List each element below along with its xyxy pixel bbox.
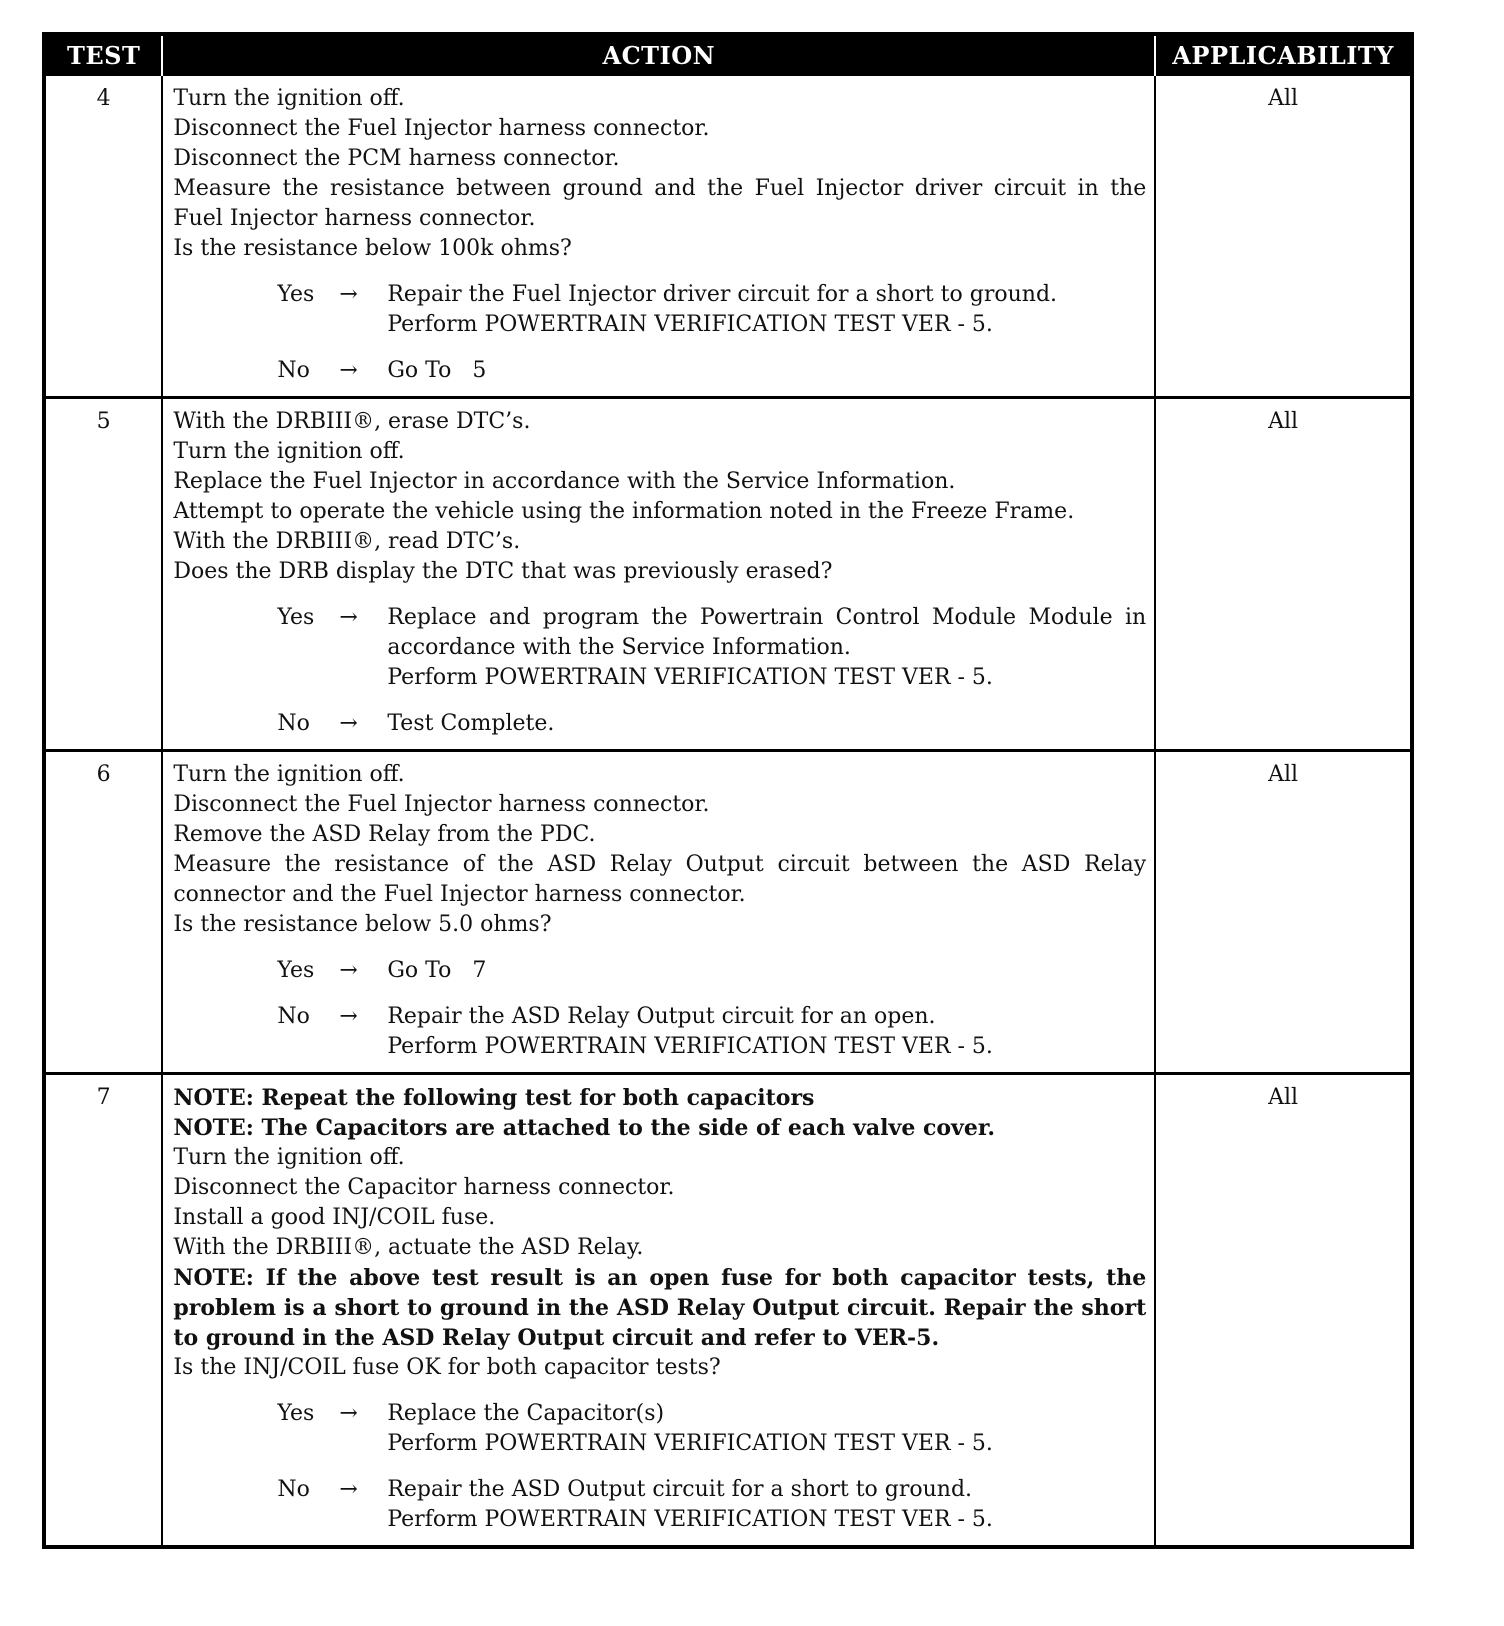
answer-label: No — [277, 711, 310, 736]
action-step: Turn the ignition off. — [173, 439, 405, 464]
action-step: Disconnect the PCM harness connector. — [173, 146, 620, 171]
answer-result-line: Replace the Capacitor(s) — [387, 1401, 665, 1426]
action-step: Is the resistance below 5.0 ohms? — [173, 912, 552, 937]
answer-yes — [277, 603, 1154, 693]
answer-no — [277, 1002, 1146, 1062]
answer-list — [277, 280, 1146, 386]
arrow-right-icon: → — [339, 1004, 358, 1029]
answer-yes — [277, 280, 1146, 340]
action-step: Disconnect the Fuel Injector harness connector. — [173, 116, 710, 141]
test-number: 7 — [44, 1074, 162, 1548]
action-step: Attempt to operate the vehicle using the information noted in the Freeze Frame. — [173, 499, 1075, 524]
action-step: Turn the ignition off. — [173, 86, 405, 111]
header-test: TEST — [44, 34, 162, 75]
action-step: Disconnect the Fuel Injector harness connector. — [173, 792, 710, 817]
answer-result-line: Repair the ASD Output circuit for a short to ground. — [387, 1477, 973, 1502]
answer-result-line: Repair the Fuel Injector driver circuit for a short to ground. — [387, 282, 1058, 307]
test-number: 6 — [44, 751, 162, 1074]
header-action: ACTION — [162, 34, 1155, 75]
action-step: Measure the resistance of the ASD Relay Output circuit between the ASD Relay connector and the Fuel Injector harness connector. — [173, 852, 1147, 907]
answer-result — [387, 603, 1154, 693]
diagnostic-table — [42, 32, 1414, 1549]
applicability-value: All — [1155, 75, 1412, 398]
answer-result-line: Perform POWERTRAIN VERIFICATION TEST VER - 5. — [387, 1034, 993, 1059]
answer-result-line: Repair the ASD Relay Output circuit for an open. — [387, 1004, 936, 1029]
answer-label: Yes — [277, 958, 315, 983]
action-step: Replace the Fuel Injector in accordance with the Service Information. — [173, 469, 956, 494]
action-cell — [162, 398, 1155, 751]
answer-result-line: Perform POWERTRAIN VERIFICATION TEST VER - 5. — [387, 665, 993, 690]
answer-list — [277, 1399, 1146, 1535]
answer-label: No — [277, 1004, 310, 1029]
answer-result — [387, 1399, 1146, 1459]
answer-label: Yes — [277, 605, 315, 630]
arrow-right-icon: → — [339, 605, 358, 630]
action-step: Is the resistance below 100k ohms? — [173, 236, 572, 261]
arrow-right-icon: → — [339, 282, 358, 307]
action-cell — [162, 751, 1155, 1074]
answer-result-line: Go To 5 — [387, 358, 487, 383]
action-step: Disconnect the Capacitor harness connector. — [173, 1175, 675, 1200]
header-applicability: APPLICABILITY — [1155, 34, 1412, 75]
action-step: Install a good INJ/COIL fuse. — [173, 1205, 496, 1230]
diagnostic-test-sheet — [42, 32, 1414, 1549]
action-step: With the DRBIII®, erase DTC’s. — [173, 409, 531, 434]
answer-no — [277, 709, 1146, 739]
answer-result-line: Test Complete. — [387, 711, 555, 736]
answer-yes — [277, 956, 1146, 986]
table-body — [44, 75, 1412, 1547]
answer-result-line: Perform POWERTRAIN VERIFICATION TEST VER - 5. — [387, 312, 993, 337]
action-step: With the DRBIII®, actuate the ASD Relay. — [173, 1235, 644, 1260]
answer-label: No — [277, 1477, 310, 1502]
answer-result-line: Replace and program the Powertrain Control Module Module in accordance with the Service Information. — [387, 605, 1154, 660]
answer-result — [387, 280, 1146, 340]
answer-result — [387, 356, 1146, 386]
action-step: Turn the ignition off. — [173, 762, 405, 787]
action-step: Remove the ASD Relay from the PDC. — [173, 822, 596, 847]
arrow-right-icon: → — [339, 711, 358, 736]
answer-label: Yes — [277, 282, 315, 307]
answer-no — [277, 356, 1146, 386]
arrow-right-icon: → — [339, 1477, 358, 1502]
test-number: 4 — [44, 75, 162, 398]
action-note: NOTE: The Capacitors are attached to the side of each valve cover. — [173, 1115, 996, 1141]
action-step: Does the DRB display the DTC that was previously erased? — [173, 559, 833, 584]
action-note: NOTE: If the above test result is an open fuse for both capacitor tests, the problem is a short to ground in the ASD Relay Output circuit. Repair the short to ground in the ASD Relay Output circuit and refer to VER-5. — [173, 1265, 1147, 1351]
answer-label: No — [277, 358, 310, 383]
table-row — [44, 751, 1412, 1074]
action-step: Is the INJ/COIL fuse OK for both capacitor tests? — [173, 1355, 721, 1380]
action-step: Turn the ignition off. — [173, 1145, 405, 1170]
applicability-value: All — [1155, 398, 1412, 751]
action-step: With the DRBIII®, read DTC’s. — [173, 529, 521, 554]
answer-no — [277, 1475, 1146, 1535]
answer-result — [387, 956, 1146, 986]
answer-result-line: Perform POWERTRAIN VERIFICATION TEST VER - 5. — [387, 1431, 993, 1456]
answer-result — [387, 709, 1146, 739]
applicability-value: All — [1155, 751, 1412, 1074]
arrow-right-icon: → — [339, 958, 358, 983]
answer-result — [387, 1002, 1146, 1062]
answer-result-line: Perform POWERTRAIN VERIFICATION TEST VER - 5. — [387, 1507, 993, 1532]
arrow-right-icon: → — [339, 1401, 358, 1426]
applicability-value: All — [1155, 1074, 1412, 1548]
answer-list — [277, 956, 1146, 1062]
action-cell — [162, 75, 1155, 398]
table-row — [44, 1074, 1412, 1548]
action-step: Measure the resistance between ground and the Fuel Injector driver circuit in the Fuel Injector harness connector. — [173, 176, 1147, 231]
answer-result — [387, 1475, 1146, 1535]
test-number: 5 — [44, 398, 162, 751]
arrow-right-icon: → — [339, 358, 358, 383]
table-row — [44, 398, 1412, 751]
table-header-row — [44, 34, 1412, 75]
answer-label: Yes — [277, 1401, 315, 1426]
answer-yes — [277, 1399, 1146, 1459]
answer-result-line: Go To 7 — [387, 958, 487, 983]
action-cell — [162, 1074, 1155, 1548]
action-note: NOTE: Repeat the following test for both capacitors — [173, 1085, 815, 1111]
table-row — [44, 75, 1412, 398]
answer-list — [277, 603, 1154, 739]
